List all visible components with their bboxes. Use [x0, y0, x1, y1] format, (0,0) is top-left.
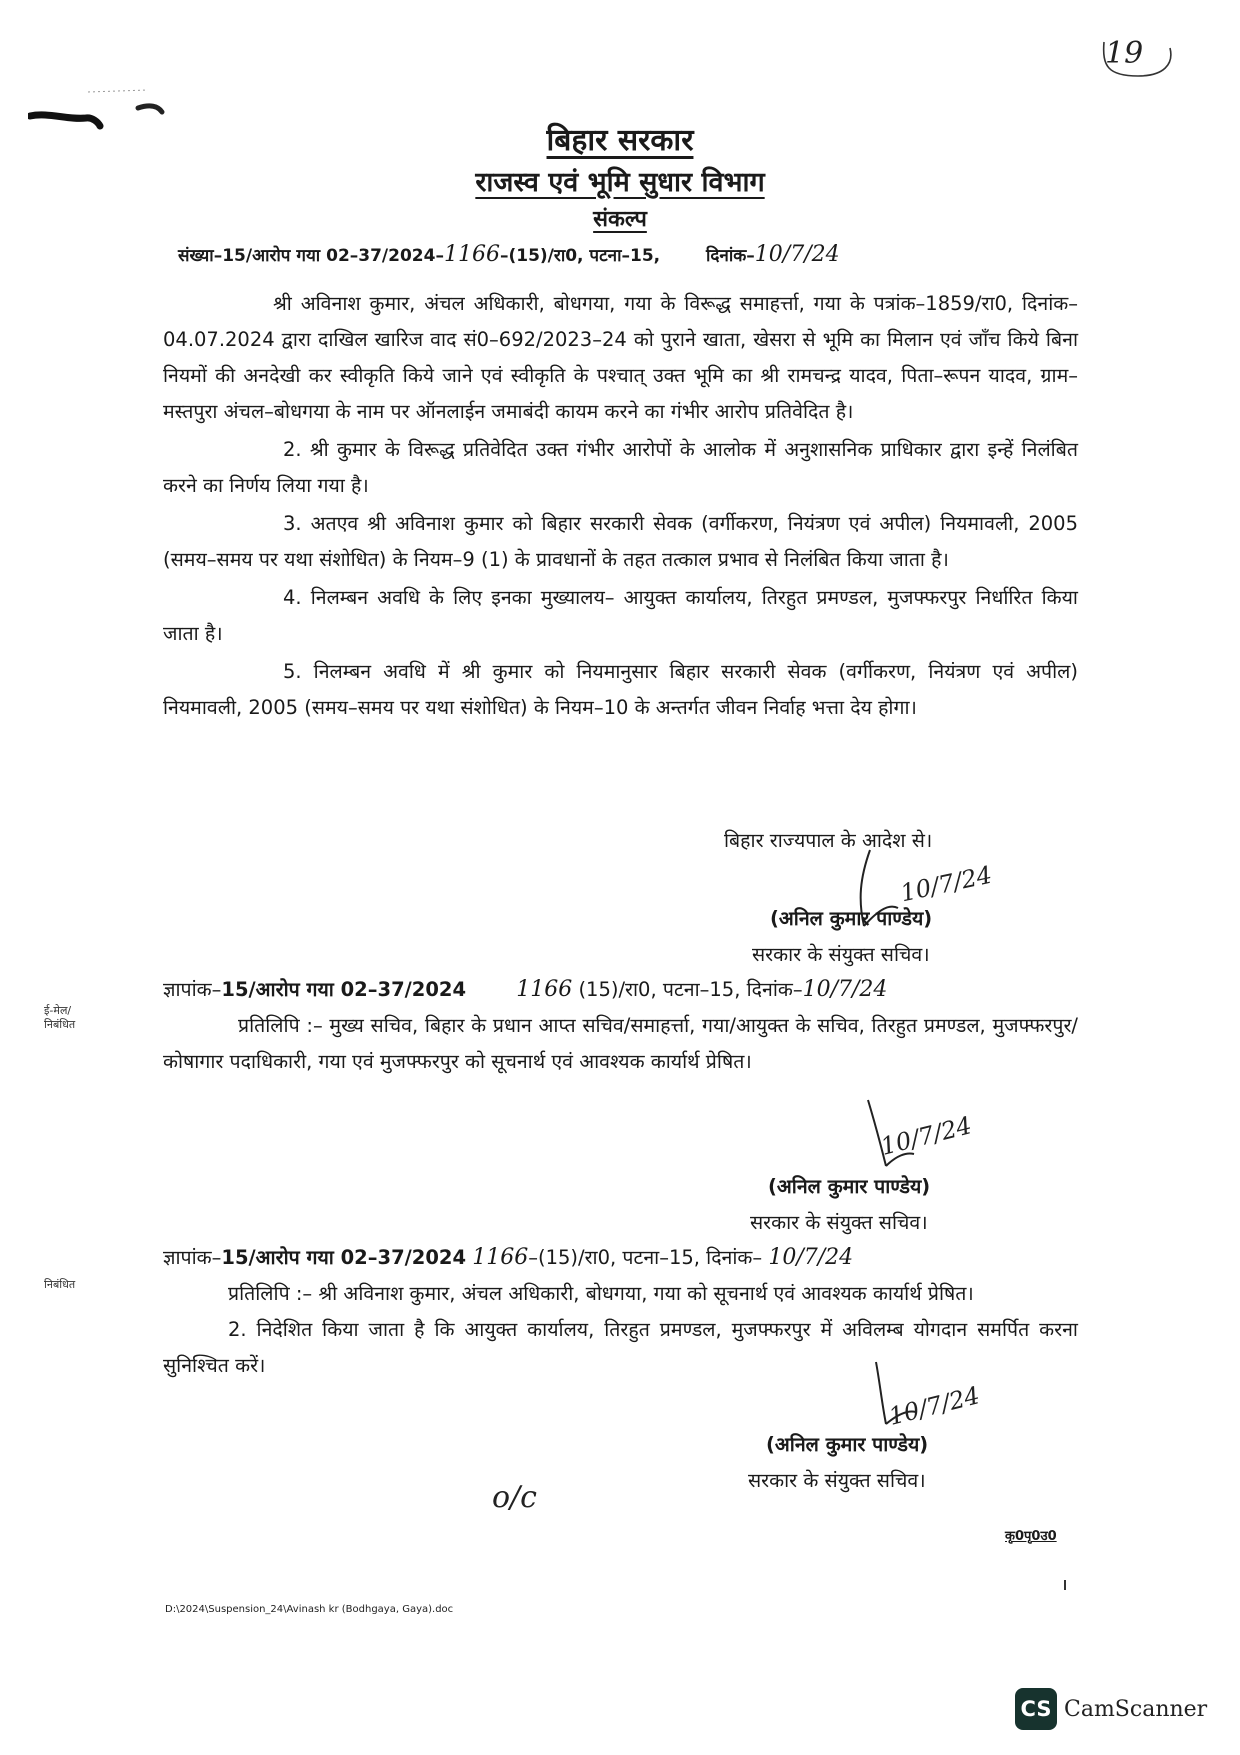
small-mark — [1064, 1580, 1066, 1590]
paragraph-5: 5. निलम्बन अवधि में श्री कुमार को नियमानुसार बिहार सरकारी सेवक (वर्गीकरण, नियंत्रण एवं अपील) नियमावली, 2005 (समय–समय पर यथा संशोधित) के नियम–10 के अन्तर्गत जीवन निर्वाह भत्ता देय होगा। — [163, 660, 1078, 719]
memo-1-text: प्रतिलिपि :– मुख्य सचिव, बिहार के प्रधान आप्त सचिव/समाहर्त्ता, गया/आयुक्त के सचिव, तिरहुत प्रमण्डल, मुजफ्फरपुर/कोषागार पदाधिकारी, गया एवं मुजफ्फरपुर को सूचनार्थ एवं आवश्यक कार्यार्थ प्रेषित। — [163, 1014, 1078, 1073]
resolution-body — [163, 286, 1078, 726]
memo-2-suffix: –(15)/रा0, पटना–15, दिनांक– — [528, 1246, 763, 1269]
memo-2-text-2: 2. निदेशित किया जाता है कि आयुक्त कार्यालय, तिरहुत प्रमण्डल, मुजफ्फरपुर में अविलम्ब योगदान समर्पित करना सुनिश्चित करें। — [163, 1318, 1078, 1377]
memo-2-number: 15/आरोप गया 02–37/2024 — [221, 1246, 467, 1269]
ref-date-label: दिनांक– — [705, 246, 755, 266]
ref-prefix: संख्या–15/आरोप गया 02–37/2024– — [178, 246, 444, 266]
signature-2-date: 10/7/24 — [877, 1111, 975, 1161]
reference-line — [178, 242, 840, 267]
signature-1-designation: सरकार के संयुक्त सचिव। — [752, 943, 930, 966]
memo-2-ref-line — [163, 1240, 1078, 1276]
ref-handwritten-date: 10/7/24 — [754, 242, 840, 267]
department-heading: राजस्व एवं भूमि सुधार विभाग — [475, 167, 765, 198]
signature-2-designation: सरकार के संयुक्त सचिव। — [750, 1211, 928, 1234]
governor-order-line: बिहार राज्यपाल के आदेश से। — [724, 829, 933, 852]
ref-handwritten-no: 1166 — [443, 242, 500, 267]
memo-2-handwritten-no: 1166 — [472, 1245, 529, 1270]
signature-3-date: 10/7/24 — [885, 1381, 983, 1431]
memo-2-side-note: निबंधित — [44, 1278, 76, 1291]
corner-note-circle — [1098, 36, 1178, 80]
file-path: D:\2024\Suspension_24\Avinash kr (Bodhgaya, Gaya).doc — [165, 1604, 454, 1615]
govt-heading: बिहार सरकार — [546, 123, 694, 158]
paragraph-2: 2. श्री कुमार के विरूद्ध प्रतिवेदित उक्त गंभीर आरोपों के आलोक में अनुशासनिक प्राधिकार द्वारा इन्हें निलंबित करने का निर्णय लिया गया है। — [163, 438, 1078, 497]
signature-2-name: (अनिल कुमार पाण्डेय) — [768, 1175, 931, 1198]
signature-3-designation: सरकार के संयुक्त सचिव। — [748, 1469, 926, 1492]
memo-1-number: 15/आरोप गया 02–37/2024 — [221, 978, 467, 1001]
memo-1-side-note: ई-मेल/ निबंधित — [44, 1004, 76, 1031]
camscanner-label: CamScanner — [1064, 1697, 1208, 1722]
paragraph-1: श्री अविनाश कुमार, अंचल अधिकारी, बोधगया, गया के विरूद्ध समाहर्त्ता, गया के पत्रांक–1859/रा0, दिनांक–04.07.2024 द्वारा दाखिल खारिज वाद सं0–692/2023–24 को पुराने खाता, खेसरा से भूमि का मिलान एवं जाँच किये बिना नियमों की अनदेखी कर स्वीकृति किये जाने एवं स्वीकृति के पश्चात् उक्त भूमि का श्री रामचन्द्र यादव, पिता–रूपन यादव, ग्राम–मस्तपुरा अंचल–बोधगया के नाम पर ऑनलाईन जमाबंदी कायम करने का गंभीर आरोप प्रतिवेदित है। — [163, 292, 1078, 423]
office-copy-note: o/c — [492, 1480, 537, 1515]
signature-1-date: 10/7/24 — [898, 860, 995, 908]
memo-2-handwritten-date: 10/7/24 — [768, 1245, 854, 1270]
corner-note-text: 19 — [1105, 36, 1144, 71]
memo-2-text-1: प्रतिलिपि :– श्री अविनाश कुमार, अंचल अधिकारी, बोधगया, गया को सूचनार्थ एवं आवश्यक कार्यार्थ प्रेषित। — [228, 1282, 974, 1305]
memo-1-ref-line — [163, 972, 1078, 1008]
memo-2-label: ज्ञापांक– — [163, 1246, 222, 1269]
memo-1-label: ज्ञापांक– — [163, 978, 222, 1001]
memo-1-suffix: (15)/रा0, पटना–15, दिनांक– — [578, 978, 803, 1001]
page-initials: कृ0पृ0उ0 — [1005, 1529, 1057, 1544]
doc-type-heading: संकल्प — [593, 207, 647, 232]
paragraph-3: 3. अतएव श्री अविनाश कुमार को बिहार सरकारी सेवक (वर्गीकरण, नियंत्रण एवं अपील) नियमावली, 2005 (समय–समय पर यथा संशोधित) के नियम–9 (1) के प्रावधानों के तहत तत्काल प्रभाव से निलंबित किया जाता है। — [163, 512, 1078, 571]
signature-3-name: (अनिल कुमार पाण्डेय) — [766, 1433, 929, 1456]
camscanner-logo-icon: CS — [1015, 1688, 1057, 1730]
memo-1-handwritten-date: 10/7/24 — [802, 977, 888, 1002]
memo-1-handwritten-no: 1166 — [516, 977, 573, 1002]
ref-suffix: –(15)/रा0, पटना–15, — [499, 246, 661, 266]
memo-1 — [163, 972, 1078, 1080]
paragraph-4: 4. निलम्बन अवधि के लिए इनका मुख्यालय– आयुक्त कार्यालय, तिरहुत प्रमण्डल, मुजफ्फरपुर निर्धारित किया जाता है। — [163, 586, 1078, 645]
signature-1-name: (अनिल कुमार पाण्डेय) — [770, 907, 933, 930]
